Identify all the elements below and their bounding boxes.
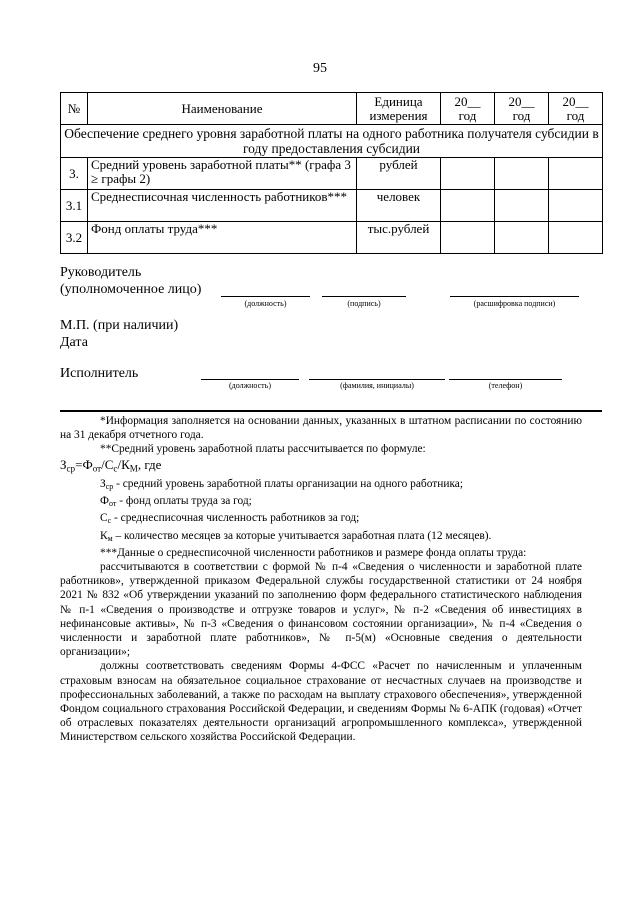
row-cell-empty	[495, 190, 549, 222]
row-num: 3.	[61, 158, 88, 190]
executor-label: Исполнитель	[60, 366, 139, 381]
header-name: Наименование	[88, 93, 357, 125]
salary-formula: $З_{ср}=Ф_{от}/С_с/К_М$, где	[60, 456, 162, 473]
header-year-1-bottom: год	[458, 107, 477, 123]
section-title: Обеспечение среднего уровня заработной платы на одного работника получателя субсидии в году предоставления субсидии	[61, 125, 603, 158]
caption-exec-name: (фамилия, инициалы)	[340, 381, 414, 390]
row-cell-empty	[495, 158, 549, 190]
footnote-divider	[60, 410, 602, 412]
row-name: Средний уровень заработной платы** (графа 3 ≥ графы 2)	[88, 158, 357, 190]
row-name: Фонд оплаты труда***	[88, 222, 357, 254]
head-label-sub: (уполномоченное лицо)	[60, 282, 202, 297]
row-num: 3.2	[61, 222, 88, 254]
definition-months: $К_м$ – количество месяцев за которые учитывается заработная плата (12 месяцев).	[100, 529, 492, 543]
header-year-1-top: 20__	[454, 93, 481, 109]
row-cell-empty	[495, 222, 549, 254]
header-unit	[357, 93, 441, 125]
definition-fund: $Ф_{от}$ - фонд оплаты труда за год;	[100, 495, 252, 509]
footnote-3: ***Данные о среднесписочной численности работников и размере фонда оплаты труда:	[100, 546, 527, 559]
paragraph-compliance: должны соответствовать сведениям Формы 4-ФСС «Расчет по начисленным и уплаченным страховым взносам на обязательное социальное страхование от несчастных случаев на производстве и профессиональных заболеваний, а также по расходам на выплату страхового обеспечения», утвержденной Фондом социального страхования Российской Федерации, и сведениям Формы № 6-АПК (годовая) «Отчет об отраслевых показателях деятельности организаций агропромышленного комплекса», утвержденной Министерством сельского хозяйства Российской Федерации.	[60, 660, 582, 744]
row-cell-empty	[441, 222, 495, 254]
caption-signature: (подпись)	[347, 299, 381, 308]
row-num: 3.1	[61, 190, 88, 222]
position-line	[221, 296, 310, 297]
row-name: Среднесписочная численность работников***	[88, 190, 357, 222]
exec-name-line	[309, 379, 445, 380]
row-cell-empty	[549, 222, 603, 254]
decoding-line	[450, 296, 579, 297]
definition-headcount: $С_с$ - среднесписочная численность работников за год;	[100, 512, 360, 526]
caption-position: (должность)	[244, 299, 287, 308]
signature-line	[322, 296, 406, 297]
header-unit-line2: измерения	[369, 107, 428, 123]
row-cell-empty	[549, 190, 603, 222]
date-label: Дата	[60, 335, 88, 350]
exec-phone-line	[449, 379, 562, 380]
row-unit: человек	[357, 190, 441, 222]
header-year-3	[549, 93, 603, 125]
table-header-row	[61, 93, 603, 125]
header-year-3-bottom: год	[566, 107, 585, 123]
header-year-2	[495, 93, 549, 125]
footnotes	[60, 414, 582, 745]
table-row	[61, 158, 603, 190]
header-num: №	[61, 93, 88, 125]
subsidy-table	[60, 92, 603, 254]
row-cell-empty	[441, 190, 495, 222]
header-year-1	[441, 93, 495, 125]
stamp-label: М.П. (при наличии)	[60, 318, 179, 333]
header-unit-line1: Единица	[374, 93, 423, 109]
header-year-3-top: 20__	[562, 93, 589, 109]
row-unit: тыс.рублей	[357, 222, 441, 254]
row-unit: рублей	[357, 158, 441, 190]
row-cell-empty	[441, 158, 495, 190]
table-row	[61, 190, 603, 222]
table-row	[61, 222, 603, 254]
definition-salary: $З_{ср}$ - средний уровень заработной платы организации на одного работника;	[100, 478, 464, 492]
page-number: 95	[313, 61, 327, 76]
footnote-1: *Информация заполняется на основании данных, указанных в штатном расписании по состоянию на 31 декабря отчетного года.	[60, 415, 582, 442]
head-label: Руководитель	[60, 265, 142, 280]
footnote-2: **Средний уровень заработной платы рассчитывается по формуле:	[100, 443, 426, 456]
header-year-2-bottom: год	[512, 107, 531, 123]
caption-exec-position: (должность)	[229, 381, 271, 390]
table-section-row	[61, 125, 603, 158]
caption-exec-phone: (телефон)	[488, 381, 523, 390]
exec-position-line	[201, 379, 299, 380]
paragraph-calculation: рассчитываются в соответствии с формой № п-4 «Сведения о численности и заработной плате работников», утвержденной приказом Федеральной службы государственной статистики от 24 ноября 2021 № 832 «Об утверждении указаний по заполнению форм федерального статистического наблюдения № п-1 «Сведения о производстве и отгрузке товаров и услуг», № п-2 «Сведения об инвестициях в нефинансовые активы», № п-3 «Сведения о финансовом состоянии организации», № п-4 «Сведения о численности и заработной плате работников», № п-5(м) «Основные сведения о деятельности организации»;	[60, 561, 582, 659]
row-cell-empty	[549, 158, 603, 190]
header-year-2-top: 20__	[508, 93, 535, 109]
caption-decoding: (расшифровка подписи)	[473, 299, 556, 308]
